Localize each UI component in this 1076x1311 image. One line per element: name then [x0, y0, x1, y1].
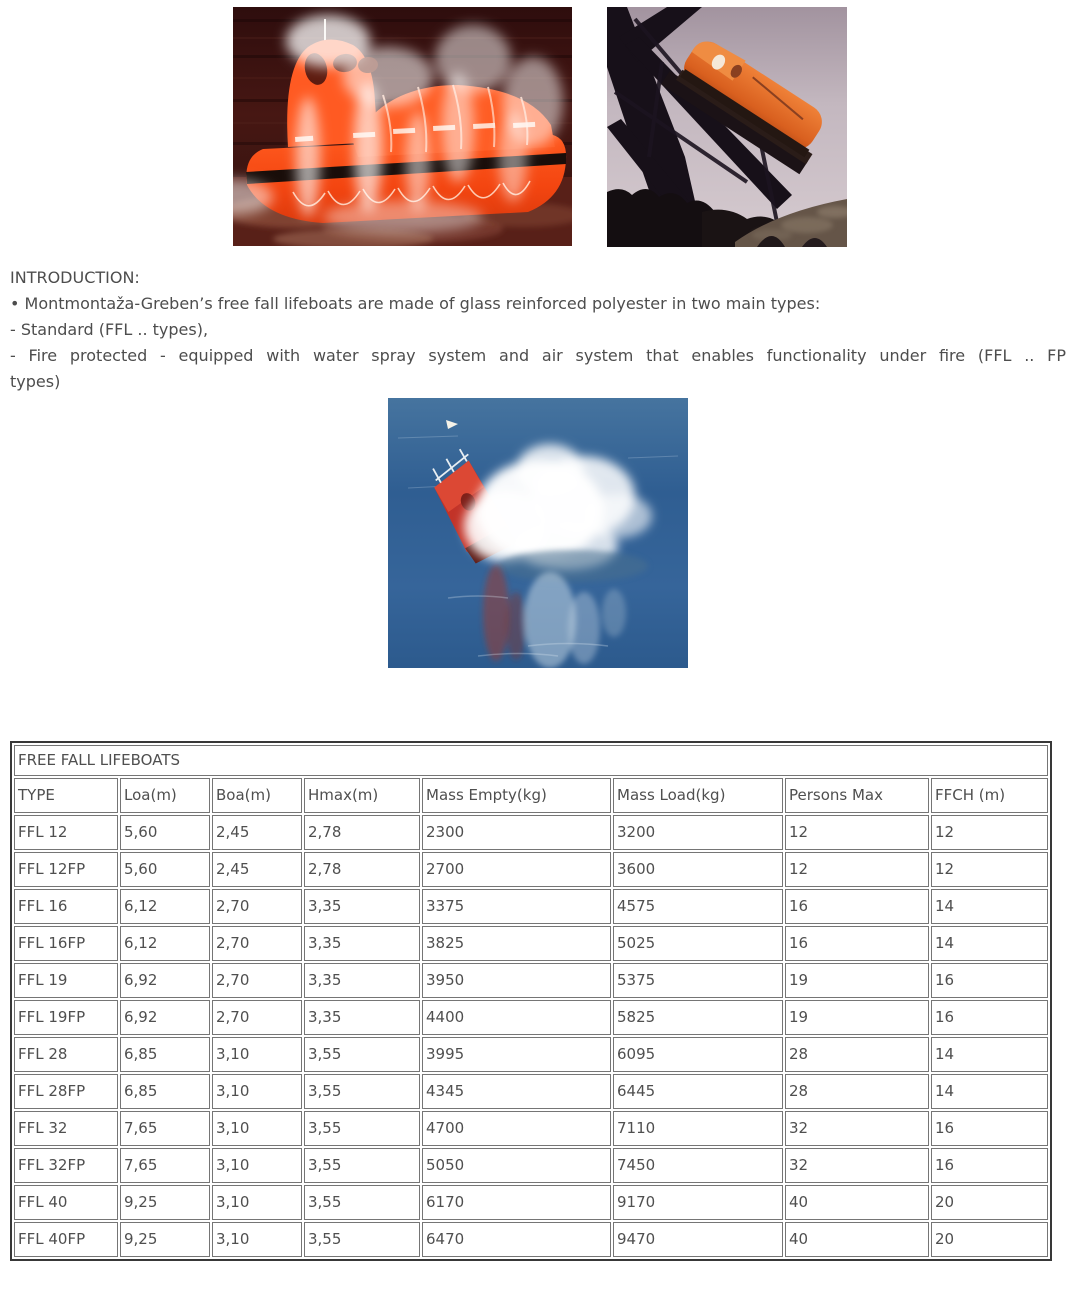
- introduction-section: [10, 265, 1066, 395]
- table-cell: 5375: [613, 963, 783, 998]
- column-header: Boa(m): [212, 778, 302, 813]
- table-cell: 20: [931, 1222, 1048, 1257]
- table-cell: 4400: [422, 1000, 611, 1035]
- table-cell: 4345: [422, 1074, 611, 1109]
- table-cell: 3,55: [304, 1148, 420, 1183]
- table-cell: 5,60: [120, 852, 210, 887]
- freefall-lifeboats-table: [10, 741, 1052, 1261]
- table-cell: 6,92: [120, 1000, 210, 1035]
- table-cell: 9170: [613, 1185, 783, 1220]
- table-cell: 2,70: [212, 963, 302, 998]
- table-cell: 2,45: [212, 852, 302, 887]
- intro-bullet-line: • Montmontaža-Greben’s free fall lifeboats are made of glass reinforced polyester in two main types:: [10, 294, 821, 313]
- intro-fire-line-1: - Fire protected - equipped with water spray system and air system that enables functionality under fire (FFL .. FP: [10, 346, 1066, 365]
- table-cell: 3,55: [304, 1037, 420, 1072]
- table-cell: 9,25: [120, 1185, 210, 1220]
- table-cell: 7,65: [120, 1111, 210, 1146]
- table-cell: 12: [785, 852, 929, 887]
- table-cell: 32: [785, 1148, 929, 1183]
- column-header: Mass Empty(kg): [422, 778, 611, 813]
- photo-lifeboat-spray-test: [233, 7, 572, 246]
- table-row: [14, 1037, 1048, 1072]
- photo-lifeboat-splashdown: [388, 398, 688, 668]
- table-cell: FFL 32FP: [14, 1148, 118, 1183]
- table-cell: 16: [785, 889, 929, 924]
- table-cell: 5050: [422, 1148, 611, 1183]
- top-photo-row: [0, 0, 1076, 247]
- table-cell: FFL 32: [14, 1111, 118, 1146]
- column-header: Mass Load(kg): [613, 778, 783, 813]
- table-cell: 3995: [422, 1037, 611, 1072]
- table-row: [14, 1222, 1048, 1257]
- table-cell: 3950: [422, 963, 611, 998]
- table-cell: 2,78: [304, 815, 420, 850]
- table-cell: FFL 16FP: [14, 926, 118, 961]
- table-cell: 40: [785, 1185, 929, 1220]
- table-cell: 14: [931, 1037, 1048, 1072]
- table-cell: 6,12: [120, 889, 210, 924]
- table-cell: FFL 16: [14, 889, 118, 924]
- table-cell: FFL 28: [14, 1037, 118, 1072]
- table-cell: FFL 40: [14, 1185, 118, 1220]
- table-cell: 2,45: [212, 815, 302, 850]
- table-cell: 16: [931, 963, 1048, 998]
- table-cell: 6,85: [120, 1074, 210, 1109]
- table-cell: 3,10: [212, 1111, 302, 1146]
- table-caption: FREE FALL LIFEBOATS: [14, 745, 1048, 776]
- table-cell: 3,55: [304, 1074, 420, 1109]
- table-cell: 3,35: [304, 926, 420, 961]
- table-cell: 16: [931, 1000, 1048, 1035]
- table-cell: 6,12: [120, 926, 210, 961]
- table-cell: 3,10: [212, 1185, 302, 1220]
- table-header-row: [14, 778, 1048, 813]
- column-header: TYPE: [14, 778, 118, 813]
- table-cell: 14: [931, 1074, 1048, 1109]
- table-cell: 3,55: [304, 1185, 420, 1220]
- table-row: [14, 815, 1048, 850]
- introduction-title: INTRODUCTION:: [10, 268, 140, 287]
- table-cell: 3,10: [212, 1037, 302, 1072]
- table-cell: 28: [785, 1074, 929, 1109]
- table-row: [14, 1000, 1048, 1035]
- table-cell: 2,78: [304, 852, 420, 887]
- table-cell: FFL 12: [14, 815, 118, 850]
- table-cell: 6095: [613, 1037, 783, 1072]
- table-cell: 3,10: [212, 1148, 302, 1183]
- table-cell: 14: [931, 926, 1048, 961]
- table-cell: 6,92: [120, 963, 210, 998]
- table-cell: 16: [931, 1111, 1048, 1146]
- table-cell: 28: [785, 1037, 929, 1072]
- column-header: Hmax(m): [304, 778, 420, 813]
- bottom-whitespace: [0, 1261, 1076, 1311]
- table-cell: 40: [785, 1222, 929, 1257]
- photo-lifeboat-launch-ramp: [607, 7, 847, 247]
- table-cell: 3825: [422, 926, 611, 961]
- table-cell: 6470: [422, 1222, 611, 1257]
- table-cell: 19: [785, 1000, 929, 1035]
- table-cell: 3375: [422, 889, 611, 924]
- table-cell: 3,35: [304, 1000, 420, 1035]
- table-cell: 3,55: [304, 1111, 420, 1146]
- table-cell: 4700: [422, 1111, 611, 1146]
- column-header: Loa(m): [120, 778, 210, 813]
- table-row: [14, 889, 1048, 924]
- table-cell: 2300: [422, 815, 611, 850]
- intro-standard-line: - Standard (FFL .. types),: [10, 320, 209, 339]
- table-cell: 6445: [613, 1074, 783, 1109]
- table-cell: 32: [785, 1111, 929, 1146]
- table-row: [14, 1074, 1048, 1109]
- table-cell: 6170: [422, 1185, 611, 1220]
- table-body: [14, 745, 1048, 1257]
- table-row: [14, 1111, 1048, 1146]
- table-cell: 2,70: [212, 889, 302, 924]
- column-header: FFCH (m): [931, 778, 1048, 813]
- table-cell: 14: [931, 889, 1048, 924]
- table-cell: 7110: [613, 1111, 783, 1146]
- table-cell: 19: [785, 963, 929, 998]
- table-cell: 3,10: [212, 1222, 302, 1257]
- table-cell: FFL 12FP: [14, 852, 118, 887]
- table-cell: 9470: [613, 1222, 783, 1257]
- table-cell: 7,65: [120, 1148, 210, 1183]
- table-row: [14, 1185, 1048, 1220]
- table-cell: 7450: [613, 1148, 783, 1183]
- table-row: [14, 963, 1048, 998]
- table-cell: 12: [931, 815, 1048, 850]
- table-cell: 20: [931, 1185, 1048, 1220]
- table-cell: 5025: [613, 926, 783, 961]
- table-cell: 12: [931, 852, 1048, 887]
- table-caption-row: [14, 745, 1048, 776]
- table-cell: FFL 19FP: [14, 1000, 118, 1035]
- table-cell: 2,70: [212, 1000, 302, 1035]
- table-cell: 3,10: [212, 1074, 302, 1109]
- table-cell: 16: [785, 926, 929, 961]
- table-cell: FFL 28FP: [14, 1074, 118, 1109]
- table-cell: 3,35: [304, 963, 420, 998]
- intro-fire-line-2: types): [10, 372, 61, 391]
- table-cell: 2,70: [212, 926, 302, 961]
- table-row: [14, 852, 1048, 887]
- table-cell: 3,35: [304, 889, 420, 924]
- table-cell: 5825: [613, 1000, 783, 1035]
- table-cell: 9,25: [120, 1222, 210, 1257]
- table-row: [14, 926, 1048, 961]
- table-cell: 12: [785, 815, 929, 850]
- table-cell: 3200: [613, 815, 783, 850]
- table-cell: 3600: [613, 852, 783, 887]
- table-cell: 16: [931, 1148, 1048, 1183]
- table-cell: FFL 19: [14, 963, 118, 998]
- table-cell: 2700: [422, 852, 611, 887]
- table-row: [14, 1148, 1048, 1183]
- table-cell: 4575: [613, 889, 783, 924]
- column-header: Persons Max: [785, 778, 929, 813]
- table-cell: FFL 40FP: [14, 1222, 118, 1257]
- table-cell: 5,60: [120, 815, 210, 850]
- table-cell: 3,55: [304, 1222, 420, 1257]
- table-cell: 6,85: [120, 1037, 210, 1072]
